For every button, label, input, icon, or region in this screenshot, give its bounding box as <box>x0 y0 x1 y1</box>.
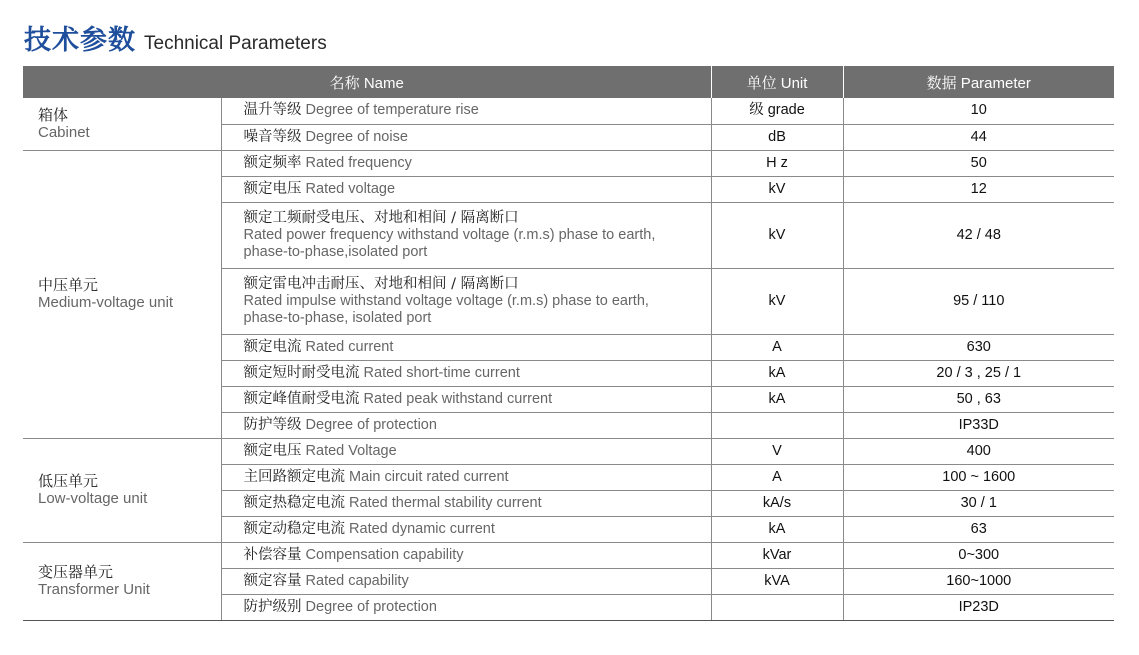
param-name <box>221 176 711 202</box>
param-name <box>221 412 711 438</box>
title-chinese: 技术参数 <box>24 25 136 56</box>
param-name-en: Rated peak withstand current <box>363 390 553 407</box>
param-name <box>221 360 711 386</box>
header-unit: 单位 Unit <box>711 66 843 98</box>
group-cabinet <box>23 98 221 150</box>
param-value: 100 ~ 1600 <box>843 464 1114 490</box>
param-name-en: Degree of temperature rise <box>305 102 479 119</box>
param-name-en: Degree of protection <box>305 598 437 615</box>
table-row <box>23 542 1114 568</box>
param-value: 0~300 <box>843 542 1114 568</box>
table-row <box>23 150 1114 176</box>
group-transformer <box>23 542 221 620</box>
group-label-zh: 低压单元 <box>38 473 99 490</box>
param-name-zh: 噪音等级 <box>243 128 302 145</box>
param-name-zh: 额定电压 <box>243 442 302 459</box>
table-row <box>23 438 1114 464</box>
param-name-en: Rated thermal stability current <box>349 494 542 511</box>
param-value: 44 <box>843 124 1114 150</box>
param-value: 30 / 1 <box>843 490 1114 516</box>
param-unit: kV <box>711 268 843 334</box>
param-name-en: Degree of noise <box>305 128 408 145</box>
param-value: 50 , 63 <box>843 386 1114 412</box>
param-name-en: Rated voltage <box>305 180 396 197</box>
param-name-zh: 防护级别 <box>243 598 302 615</box>
param-name-zh: 主回路额定电流 <box>243 468 345 485</box>
group-label-en: Low-voltage unit <box>38 490 148 507</box>
param-name-en: Rated dynamic current <box>349 520 495 537</box>
param-unit: kA <box>711 516 843 542</box>
param-name-zh: 温升等级 <box>243 102 302 119</box>
param-name-en: Degree of protection <box>305 416 437 433</box>
header-parameter: 数据 Parameter <box>843 66 1114 98</box>
param-unit: kV <box>711 202 843 268</box>
param-name-en: Rated impulse withstand voltage voltage (r.m.s) phase to earth, <box>243 292 649 309</box>
param-unit: A <box>711 464 843 490</box>
param-name-en: Rated capability <box>305 572 409 589</box>
param-unit: 级 grade <box>711 98 843 124</box>
param-name <box>221 98 711 124</box>
param-name-zh: 额定动稳定电流 <box>243 520 345 537</box>
param-unit: kVA <box>711 568 843 594</box>
param-name-zh: 额定频率 <box>243 154 302 171</box>
param-unit: H z <box>711 150 843 176</box>
param-name-zh: 额定电压 <box>243 180 302 197</box>
param-name-zh: 额定峰值耐受电流 <box>243 390 360 407</box>
param-value: IP23D <box>843 594 1114 620</box>
param-name-zh: 额定电流 <box>243 338 302 355</box>
param-unit <box>711 594 843 620</box>
param-name-en: Main circuit rated current <box>349 468 509 485</box>
param-value: 50 <box>843 150 1114 176</box>
param-name-en: Rated power frequency withstand voltage (r.m.s) phase to earth, <box>243 226 656 243</box>
param-unit: A <box>711 334 843 360</box>
param-value: 20 / 3 , 25 / 1 <box>843 360 1114 386</box>
param-name-en-cont: phase-to-phase,isolated port <box>243 243 428 260</box>
param-name <box>221 594 711 620</box>
group-label-zh: 箱体 <box>38 106 69 124</box>
param-unit: kA <box>711 360 843 386</box>
param-name-en: Rated current <box>305 338 394 355</box>
param-unit: kV <box>711 176 843 202</box>
param-value: 42 / 48 <box>843 202 1114 268</box>
param-name <box>221 386 711 412</box>
param-name <box>221 464 711 490</box>
param-name <box>221 438 711 464</box>
param-value: 10 <box>843 98 1114 124</box>
param-name <box>221 268 711 334</box>
table-header <box>23 66 1114 98</box>
param-name <box>221 124 711 150</box>
param-name-zh: 额定雷电冲击耐压、对地和相间 / 隔离断口 <box>243 275 519 292</box>
param-name-en: Rated frequency <box>305 154 412 171</box>
param-name-zh: 防护等级 <box>243 416 302 433</box>
param-value: 12 <box>843 176 1114 202</box>
param-unit: dB <box>711 124 843 150</box>
group-label-en: Medium-voltage unit <box>38 294 174 311</box>
parameters-table <box>23 66 1114 621</box>
param-name <box>221 150 711 176</box>
param-unit: kA <box>711 386 843 412</box>
group-medium-voltage <box>23 150 221 438</box>
param-value: 63 <box>843 516 1114 542</box>
param-value: 400 <box>843 438 1114 464</box>
header-name: 名称 Name <box>23 66 711 98</box>
group-label-zh: 变压器单元 <box>38 564 114 581</box>
page-title <box>24 18 327 56</box>
table-row <box>23 98 1114 124</box>
param-name-en: Rated Voltage <box>305 442 397 459</box>
param-name-zh: 额定工频耐受电压、对地和相间 / 隔离断口 <box>243 209 519 226</box>
param-name-en: Compensation capability <box>305 546 464 563</box>
title-english: Technical Parameters <box>144 33 327 54</box>
param-unit: V <box>711 438 843 464</box>
param-unit <box>711 412 843 438</box>
param-unit: kVar <box>711 542 843 568</box>
param-name <box>221 202 711 268</box>
param-unit: kA/s <box>711 490 843 516</box>
param-name <box>221 516 711 542</box>
param-name-zh: 额定容量 <box>243 572 302 589</box>
group-label-zh: 中压单元 <box>38 277 99 294</box>
param-value: IP33D <box>843 412 1114 438</box>
group-label-en: Cabinet <box>38 123 90 141</box>
param-name <box>221 490 711 516</box>
param-value: 160~1000 <box>843 568 1114 594</box>
param-value: 630 <box>843 334 1114 360</box>
param-name-zh: 额定短时耐受电流 <box>243 364 360 381</box>
param-name-en: Rated short-time current <box>363 364 520 381</box>
param-name <box>221 542 711 568</box>
param-name <box>221 334 711 360</box>
param-name <box>221 568 711 594</box>
group-label-en: Transformer Unit <box>38 581 150 598</box>
group-low-voltage <box>23 438 221 542</box>
param-name-zh: 补偿容量 <box>243 546 302 563</box>
param-value: 95 / 110 <box>843 268 1114 334</box>
param-name-en-cont: phase-to-phase, isolated port <box>243 309 432 326</box>
param-name-zh: 额定热稳定电流 <box>243 494 345 511</box>
